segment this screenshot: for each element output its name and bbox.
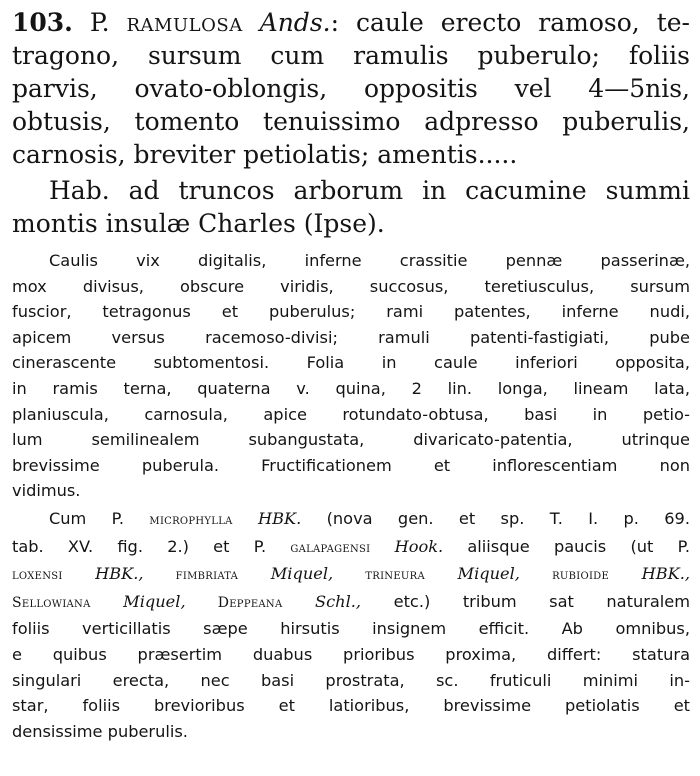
taxon-author: Miquel, [90,591,186,611]
taxon-author: HBK. [257,508,302,528]
text-run: tab. XV. fig. 2.) et P. [12,536,291,556]
diagnosis-line: carnosis, breviter petiolatis; amentis..... [12,140,518,169]
diagnosis-line: parvis, ovato-oblongis, oppositis vel 4—5nis, [12,74,690,103]
taxon-name: Deppeana [185,594,283,611]
entry-heading-line [12,6,690,39]
diagnosis-line: tragono, sursum cum ramulis puberulo; foliis [12,41,690,70]
comparison-line: singulari erecta, nec basi prostrata, sc. fruticuli minimi in- [12,670,690,690]
taxon-name: galapagensi [290,539,371,556]
text-run: (nova gen. et sp. T. I. p. 69. [301,508,690,528]
comparison-line [12,506,690,534]
comparison-line [12,534,690,562]
taxon-author: Miquel, [424,564,520,584]
diagnosis-line: obtusis, tomento tenuissimo adpresso puberulis, [12,107,690,136]
text-run: Cum P. [49,508,150,528]
species-entry [12,6,690,171]
comparison-line: densissime puberulis. [12,721,188,741]
taxon-name: microphylla [149,511,233,528]
taxon-author: Hook. [394,536,444,556]
taxon-author: HBK., [609,564,690,584]
comparison-line: foliis verticillatis sæpe hirsutis insignem efficit. Ab omnibus, [12,619,690,639]
habitat-line: montis insulæ Charles (Ipse). [12,209,385,238]
description-line: mox divisus, obscure viridis, succosus, teretiusculus, sursum [12,276,690,296]
comparison-line: e quibus præsertim duabus prioribus proxima, differt: statura [12,644,690,664]
description-line: in ramis terna, quaterna v. quina, 2 lin. longa, lineam lata, [12,378,690,398]
text-run [370,537,394,556]
taxon-author: HBK., [62,564,144,584]
description-line: cinerascente subtomentosi. Folia in caule inferiori opposita, [12,353,690,373]
taxon-name: rubioide [519,567,610,584]
comparison-line [12,589,690,617]
taxon-name: Sellowiana [12,594,91,611]
comparison-line: star, foliis brevioribus et latioribus, brevissime petiolatis et [12,696,690,716]
description-line: vidimus. [12,481,81,501]
taxon-name: fimbriata [143,567,239,584]
comparison-paragraph [12,506,690,744]
description-line: fuscior, tetragonus et puberulus; rami patentes, inferne nudi, [12,302,690,322]
habitat-line: Hab. ad truncos arborum in cacumine summi [49,176,690,205]
text-run [233,509,258,528]
description-paragraph [12,248,690,504]
species-epithet: ramulosa [126,8,243,37]
habitat-paragraph [12,174,690,240]
text-run: aliisque paucis (ut P. [443,536,690,556]
description-line: Caulis vix digitalis, inferne crassitie pennæ passerinæ, [49,251,690,270]
species-author: Ands. [259,8,331,37]
description-line: brevissime puberula. Fructificationem et inflorescentiam non [12,455,690,475]
taxon-author: Schl., [282,591,362,611]
genus-abbrev: P. [89,8,110,37]
description-line: planiuscula, carnosula, apice rotundato-obtusa, basi in petio- [12,404,690,424]
description-line: apicem versus racemoso-divisi; ramuli patenti-fastigiati, pube [12,327,690,347]
entry-number: 103. [12,8,73,37]
diagnosis-start: : caule erecto ramoso, te- [330,8,690,37]
taxon-author: Miquel, [238,564,334,584]
taxon-name: loxensi [12,567,63,584]
taxon-name: trineura [333,567,425,584]
text-run: etc.) tribum sat naturalem [361,591,690,611]
comparison-line [12,561,690,589]
description-line: lum semilinealem subangustata, divaricato-patentia, utrinque [12,430,690,450]
